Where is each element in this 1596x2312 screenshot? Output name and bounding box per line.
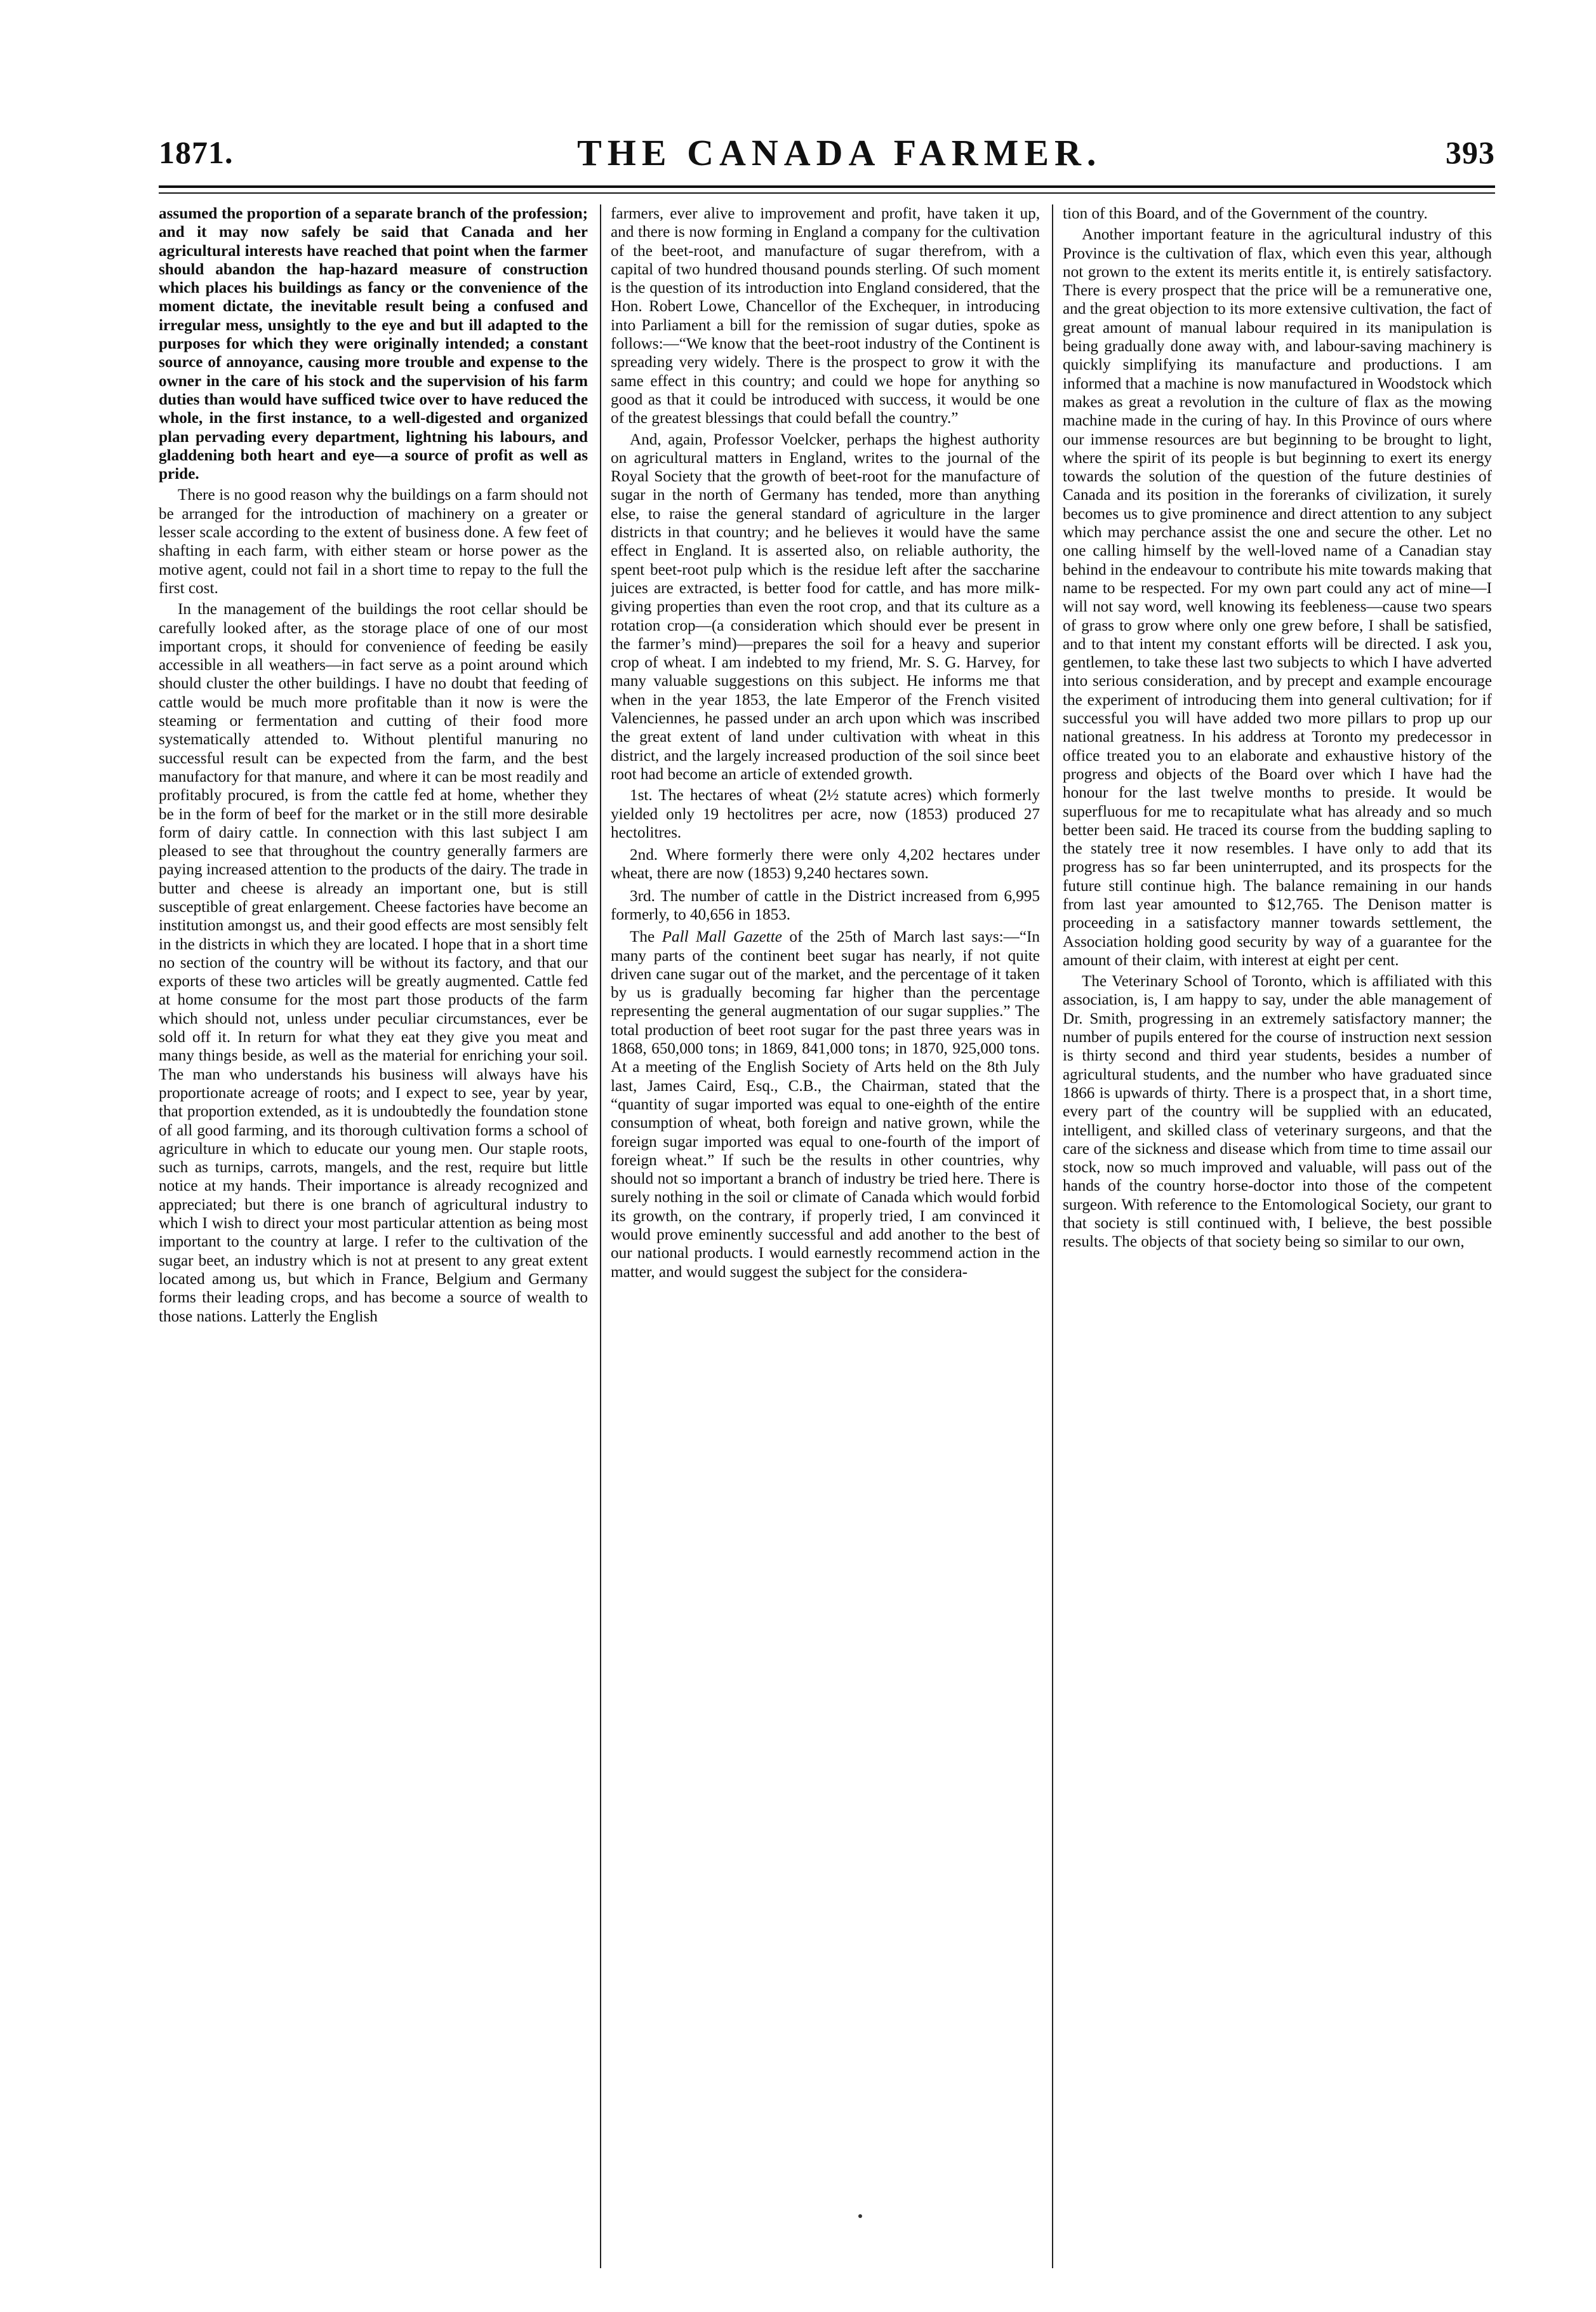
list-item: 3rd. The number of cattle in the District increased from 6,995 formerly, to 40,656 in 1853. <box>611 887 1040 923</box>
paragraph: In the management of the buildings the root cellar should be carefully looked after, as the storage place of one of our most important crops, it should for convenience of feeding be easily accessible in all weathers—in fact serve as a point around which should cluster the other buildings. I have no doubt that feeding of cattle would be much more profitable than it now is were the steaming or fermentation and cutting of their food more systematically attended to. Without plentiful manuring no successful result can be expected from the farm, and the best manufactory for that manure, and where it can be most readily and profitably procured, is from the cattle fed at home, whether they be in the form of beef for the market or in the still more desirable form of dairy cattle. In connection with this last subject I am pleased to see that throughout the country generally farmers are paying increased attention to the products of the dairy. The trade in butter and cheese is already an important one, but is still susceptible of great enlargement. Cheese factories have become an institution amongst us, and their good effects are most sensibly felt in the districts in which they are located. I hope that in a short time no section of the country will be without its factory, and that our exports of these two articles will be greatly augmented. Cattle fed at home consume for the most part those products of the farm which should not, unless under peculiar circumstances, ever be sold off it. In return for what they eat they give you meat and many things beside, as well as the material for enriching your soil. The man who understands his business will always have his proportionate acreage of roots; and I expect to see, year by year, that proportion extended, as it is undoubtedly the foundation stone of all good farming, and its thorough cultivation forms a school of agriculture in which to educate our young men. Our staple roots, such as turnips, carrots, mangels, and the rest, require but little notice at my hands. Their importance is already recognized and appreciated; but there is one branch of agricultural industry to which I wish to direct your most particular attention as being most important to the country at large. I refer to the cultivation of the sugar beet, an industry which is not at present to any great extent located among us, but which in France, Belgium and Germany forms their leading crops, and has become a source of wealth to those nations. Latterly the English <box>159 601 588 1325</box>
masthead-rule-thick <box>159 185 1495 188</box>
paragraph <box>611 928 1040 1281</box>
masthead-rule-thin <box>159 192 1495 194</box>
footer-mark <box>858 2214 862 2218</box>
publication-name: Pall Mall Gazette <box>662 928 782 946</box>
article-columns <box>159 204 1495 2268</box>
paragraph: There is no good reason why the buildings on a farm should not be arranged for the introduction of machinery on a greater or lesser scale according to the extent of business done. A few feet of shafting in each farm, with either steam or horse power as the motive agent, could not fail in a short time to repay to the full the first cost. <box>159 486 588 597</box>
paragraph: farmers, ever alive to improvement and profit, have taken it up, and there is now forming in England a company for the cultivation of the beet-root, and manufacture of sugar therefrom, with a capital of two hundred thousand pounds sterling. Of such moment is the question of its introduction into England considered, that the Hon. Robert Lowe, Chancellor of the Exchequer, in introducing into Parliament a bill for the remission of sugar duties, spoke as follows:—“We know that the beet-root industry of the Continent is spreading very widely. There is the prospect to grow it with the same effect in this country; and could we hope for anything so good as that it could be introduced with success, it would be one of the greatest blessings that could befall the country.” <box>611 205 1040 427</box>
column-1 <box>159 204 588 2268</box>
paragraph-lead: The <box>630 928 662 946</box>
column-3 <box>1063 204 1492 2268</box>
paragraph: Another important feature in the agricultural industry of this Province is the cultivation of flax, which even this year, although not grown to the extent its merits entitle it, is entirely satisfactory. There is every prospect that the price will be a remunerative one, and the great objection to its more extensive cultivation, the fact of great amount of manual labour required in its manipulation is being gradually done away with, and labour-saving machinery is quickly simplifying its manufacture and productions. I am informed that a machine is now manufactured in Woodstock which makes as great a revolution in the culture of flax as the mowing machine made in the curing of hay. In this Province of ours where our immense resources are but beginning to be brought to light, where the spirit of its people is but beginning to exert its energy towards the solution of the question of the future destinies of Canada and its position in the foreranks of civilization, it surely becomes us to give prominence and direct attention to any subject which may perchance assist the one and secure the other. Let no one calling himself by the well-loved name of a Canadian stay behind in the endeavour to contribute his mite towards making that name to be respected. For my own part could any act of mine—I will not say word, well knowing its feebleness—cause two spears of grass to grow where only one grew before, I shall be satisfied, and to that intent my constant efforts will be directed. I ask you, gentlemen, to take these last two subjects to which I have adverted into serious consideration, and by precept and example encourage the experiment of introducing them into general cultivation; for if successful you will have added two more pillars to prop up our national greatness. In his address at Toronto my predecessor in office treated you to an elaborate and exhaustive history of the progress and objects of the Board over which I have had the honour for the last twelve months to preside. It would be superfluous for me to recapitulate what has already and so much better been said. He traced its course from the budding sapling to the stately tree it now resembles. I have only to add that its progress has so far been uninterrupted, and its prospects for the future still continue high. The balance remaining in our hands from last year amounted to $12,765. The Denison matter is proceeding in a satisfactory manner towards settlement, the Association holding good security by way of a guarantee for the amount of their claim, with interest at eight per cent. <box>1063 226 1492 969</box>
paragraph: tion of this Board, and of the Government of the country. <box>1063 205 1428 222</box>
list-item: 1st. The hectares of wheat (2½ statute acres) which formerly yielded only 19 hectolitres per acre, now (1853) produced 27 hectolitres. <box>611 787 1040 841</box>
paragraph: assumed the proportion of a separate branch of the profession; and it may now safely be said that Canada and her agricultural interests have reached that point when the farmer should abandon the hap-hazard measure of construction which places his buildings as fancy or the convenience of the moment dictate, the inevitable result being a confused and irregular mess, unsightly to the eye and but ill adapted to the purposes for which they were originally intended; a constant source of annoyance, causing more trouble and expense to the owner in the care of his stock and the supervision of his farm duties than would have sufficed twice over to have reduced the whole, in the first instance, to a well-digested and organized plan pervading every department, lightning his labours, and gladdening both heart and eye—a source of profit as well as pride. <box>159 205 588 483</box>
issue-year: 1871. <box>159 135 234 170</box>
page-number: 393 <box>1446 135 1495 170</box>
paragraph: The Veterinary School of Toronto, which is affiliated with this association, is, I am happy to say, under the able management of Dr. Smith, progressing in an extremely satisfactory manner; the number of pupils entered for the course of instruction next session is thirty second and third year students, besides a number of agricultural students, and the number who have graduated since 1866 is upwards of thirty. There is a prospect that, in a short time, every part of the country will be supplied with an educated, intelligent, and skilled class of veterinary surgeons, and that the care of the sickness and disease which from time to time assail our stock, now so much improved and valuable, will pass out of the hands of the country horse-doctor into those of the competent surgeon. With reference to the Entomological Society, our grant to that society is still continued with, I believe, the best possible results. The objects of that society being so similar to our own, <box>1063 973 1492 1251</box>
paragraph: And, again, Professor Voelcker, perhaps the highest authority on agricultural matters in England, writes to the journal of the Royal Society that the growth of beet-root for the manufacture of sugar in the north of Germany has tended, more than anything else, to raise the general standard of agriculture in the larger districts in that country; and he believes it would have the same effect in England. It is asserted also, on reliable authority, the spent beet-root pulp which is the residue left after the saccharine juices are extracted, is better food for cattle, and has more milk-giving properties than even the root crop, and that its culture as a rotation crop—(a consideration which should ever be present in the farmer’s mind)—prepares the soil for a heavy and superior crop of wheat. I am indebted to my friend, Mr. S. G. Harvey, for many valuable suggestions on this subject. He informs me that when in the year 1853, the late Emperor of the French visited Valenciennes, he passed under an arch upon which was inscribed the great extent of land under cultivation with wheat in this district, and the largely increased production of the soil since beet root had become an article of extended growth. <box>611 431 1040 783</box>
paragraph-body: of the 25th of March last says:—“In many parts of the continent beet sugar has nearly, if not quite driven cane sugar out of the market, and the percentage of it taken by us is gradually becoming far higher than the percentage representing the general augmentation of our sugar supplies.” The total production of beet root sugar for the past three years was in 1868, 650,000 tons; in 1869, 841,000 tons; in 1870, 925,000 tons. At a meeting of the English Society of Arts held on the 8th July last, James Caird, Esq., C.B., the Chairman, stated that the “quantity of sugar imported was equal to one-eighth of the entire consumption of wheat, both foreign and native grown, while the foreign sugar imported was equal to one-fourth of the import of foreign wheat.” If such be the results in other countries, why should not so important a branch of industry be tried here. There is surely nothing in the soil or climate of Canada which would forbid its growth, on the contrary, if properly tried, I am convinced it would prove eminently successful and add another to the best of our national products. I would earnestly recommend action in the matter, and would suggest the subject for the considera- <box>611 928 1040 1281</box>
column-2 <box>611 204 1040 2268</box>
masthead <box>159 124 1495 181</box>
publication-title: THE CANADA FARMER. <box>577 131 1102 173</box>
list-item: 2nd. Where formerly there were only 4,202 hectares under wheat, there are now (1853) 9,240 hectares sown. <box>611 846 1040 883</box>
